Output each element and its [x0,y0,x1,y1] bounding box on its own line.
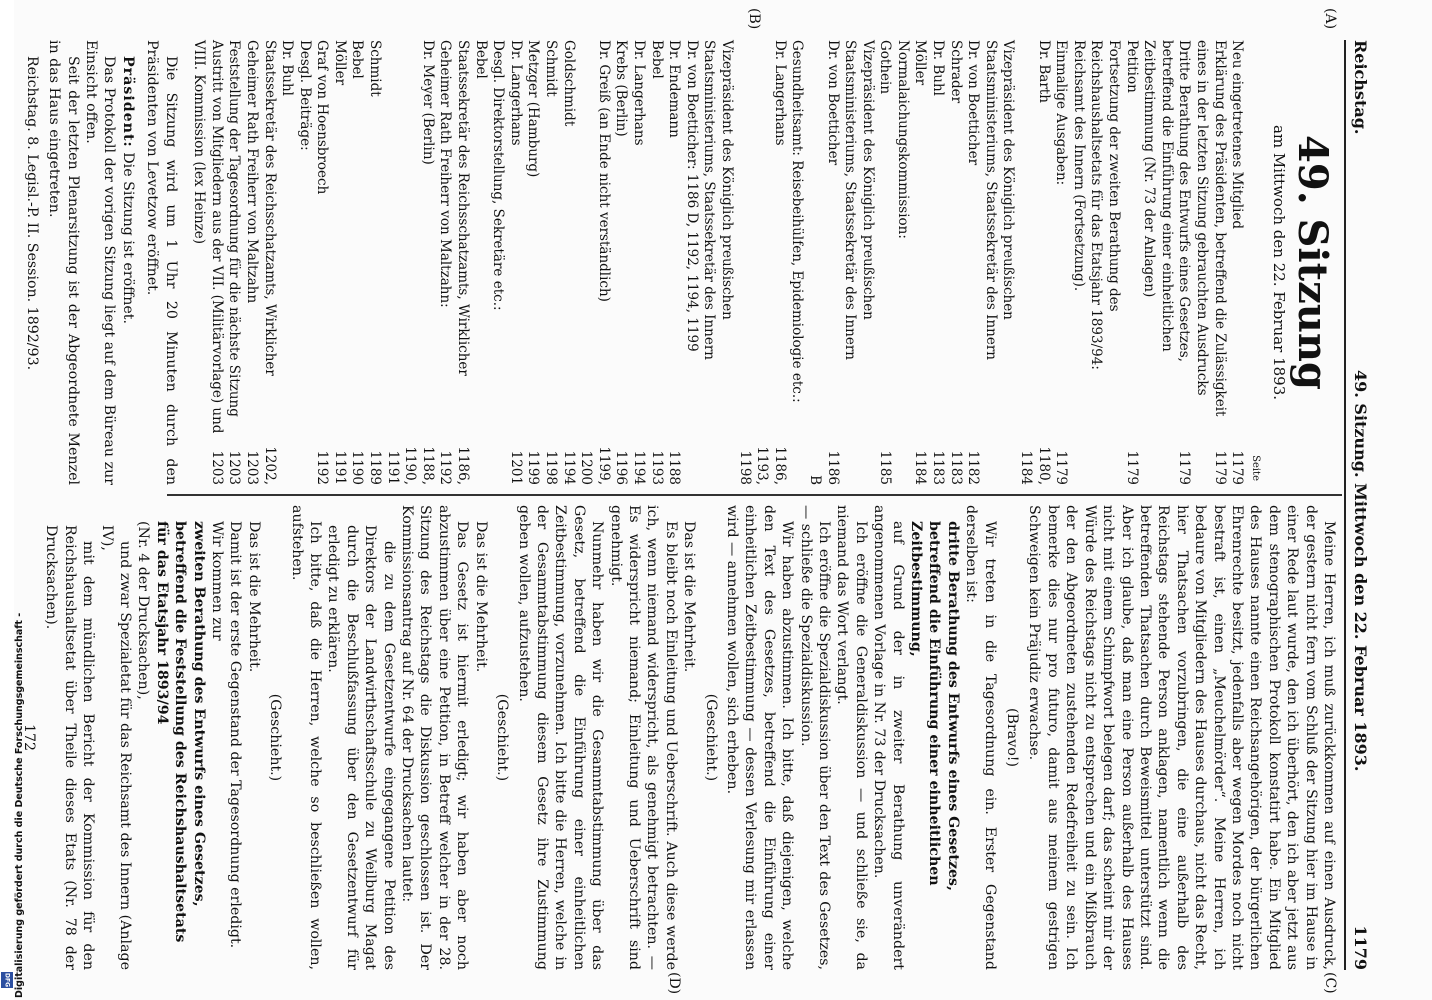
toc-entry-text: Reichsamt des Innern (Fortsetzung). [1070,40,1087,292]
toc-entry-page: 1188 [666,450,683,485]
toc-entry [1192,40,1227,485]
toc-entry-page: 1186 B [806,450,841,485]
toc-entry-text: Erklärung des Präsidenten, betreffend die Zulässigkeit eines in der letzten Sitzung gebrauchten Ausdrucks [1194,40,1228,417]
petition-notice: Das Gesetz ist hiermit erledigt; wir haben aber noch abzustimmen über eine Petition, in Betreff welcher in der 28. Sitzung des Reichstags die Diskussion geschlossen ist. Der Kommissionsantrag auf Nr. 64 der Drucksachen lautet: [399,505,471,970]
toc-entry [330,40,348,485]
toc-entry [1228,40,1246,485]
toc-entry [225,40,243,485]
president-statement: Die Sitzung ist eröffnet. [119,152,136,324]
rotated-document [20,0,1372,1000]
toc-entry-text: Einmalige Ausgaben: [1053,40,1070,186]
toc-entry-text: Vizepräsident des Königlich preußischen Staatsministeriums, Staatssekretär des Innern [982,40,1017,360]
toc-entry-page [1087,443,1122,485]
toc-entry-page: 1179 [1123,450,1140,485]
toc-entry-text: Dr. Langerhans [771,40,788,146]
toc-entry [929,40,947,485]
toc-entry-text: Krebs (Berlin) [613,40,630,137]
toc-entry-page: 1198 [543,450,560,485]
toc-entry [788,40,806,485]
toc-entry [383,40,436,485]
toc-entry-page: 1201 [507,450,524,485]
toc-entry-text: Gesundheitsamt: Reisebeihülfen, Epidemiologie etc.: [789,40,806,403]
toc-entry-text: Dr. Buhl [930,40,947,97]
toc-entry-page [489,443,507,485]
volume-footer: Reichstag. 8. Legisl.-P. II. Session. 1892/93. [23,56,40,371]
toc-entry-text: Neu eingetretenes Mitglied [1229,40,1246,230]
toc-entry-text: Vizepräsident des Königlich preußischen Staatsministeriums, Staatssekretär des Innern [701,40,735,360]
toc-entry-page: 1199 [525,450,542,485]
toc-entry-page: 1203 [226,450,243,485]
toc-entry-text: Dr. Endemann [666,40,683,138]
toc-entry-page [700,443,735,485]
toc-entry-text: Staatssekretär des Reichsschatzamts, Wirklicher Geheimer Rath Freiherr von Maltzahn [243,40,278,376]
agenda-item-2: zweiten Berathung des Entwurfs eines Gesetzes, betreffend die Feststellung des Reichshaushaltsetats für das Etatsjahr 1893/94 [153,521,207,943]
toc-entry-text: Schrader [947,40,964,104]
margin-marker-b: (B) [746,8,762,30]
toc-entry [665,40,683,485]
toc-entry-text: Bebel [472,40,489,79]
toc-entry-page: 1192 [314,450,331,485]
opening-statement: Die Sitzung wird um 1 Uhr 20 Minuten durch den Präsidenten von Levetzow eröffnet. [144,40,179,485]
toc-entry-page: 1183 [930,450,947,485]
toc-entry-text: Normalaichungskommission: [894,40,911,239]
toc-entry-page: 1190 [349,450,366,485]
toc-entry [278,40,296,485]
toc-entry-text: Metzger (Hamburg) [525,40,542,178]
new-member-notice: Seit der letzten Plenarsitzung ist der Abgeordnete Menzel in das Haus eingetreten. [46,40,81,485]
running-header [1348,40,1370,970]
toc-entry-text: Dr. Langerhans [507,40,524,146]
dfg-logo: DFG [1,972,13,988]
first-item-done: Damit ist der erste Gegenstand der Tagesordnung erledigt. [227,521,244,949]
toc-entry-text: Möller [331,40,348,86]
margin-marker-d: (D) [666,972,682,995]
interjection-bravo: (Bravo!) [1004,708,1021,767]
toc-entry-text: Schmidt [543,40,560,97]
toc-entry [682,40,700,485]
toc-entry [981,40,1016,485]
toc-entry [876,40,894,485]
toc-entry [946,40,964,485]
majority-3: Das ist die Mehrheit. [245,521,262,673]
toc-entry-page [278,443,296,485]
header-rule [1344,40,1346,970]
toc-entry [1140,40,1193,485]
speaker-president: Präsident: [119,56,136,148]
toc-entry-text: Dr. Langerhans [631,40,647,146]
toc-entry-text: Dr. von Boetticher [824,40,841,166]
toc-entry-page: 1202, 1203 [243,446,278,485]
commission-motion: die zu dem Gesetzentwurfe eingegangene Petition des Direktors der Landwirthschaftsschule zu Weilburg Magat durch die Beschlußfassung über den Gesetzentwurf für erledigt zu erklären. [325,525,397,970]
toc-entry [242,40,277,485]
toc-entry-page: 1183 [947,450,964,485]
toc-entry-text: Dr. von Boetticher [965,40,982,166]
toc-entry-text: Bebel [648,40,665,79]
toc-entry-page: 1186, 1192 [437,446,472,485]
toc-entry [541,40,559,485]
table-of-contents [190,40,1246,485]
margin-marker-c: (C) [1322,972,1338,994]
toc-entry-page: 1185 [877,450,894,485]
toc-entry-page: 1179 [1053,450,1070,485]
header-center: 49. Sitzung. Mittwoch den 22. Februar 1893. [1351,370,1370,772]
toc-entry [964,40,982,485]
general-discussion: Ich eröffne die Generaldiskussion — und schließe sie, da niemand das Wort verlangt. [834,505,869,970]
toc-entry-page [981,443,1016,485]
toc-entry [1016,40,1051,485]
toc-entry-text: Dr. von Boetticher: 1186 D, 1192, 1194, 1199 [683,40,700,352]
toc-entry [524,40,542,485]
vote-request-1: Wir haben abzustimmen. Ich bitte, daß diejenigen, welche den Text des Gesetzes, betreffend die Einführung einer einheitlichen Zeitbestimmung — dessen Verlesung mir erlassen wird — annehmen wollen, sich erheben. [724,505,796,970]
toc-entry-page [295,443,313,485]
toc-entry-page: 1196 [613,450,630,485]
agenda-item-1-detail: auf Grund der in zweiter Berathung unverändert angenommenen Vorlage in Nr. 73 der Drucksachen. [871,505,906,970]
toc-entry-page: 1194 [631,450,647,485]
toc-entry-page: 1180, 1184 [1018,446,1052,485]
toc-entry-page: 1203 [208,450,225,485]
toc-entry-page [471,443,489,485]
toc-entry [1052,40,1070,485]
toc-entry-text: Staatssekretär des Reichsschatzamts, Wirklicher Geheimer Rath Freiherr von Maltzahn: [437,40,472,376]
toc-entry-page [682,443,700,485]
toc-entry-page: 1179 [1211,450,1228,485]
toc-entry [893,40,911,485]
agenda-intro: Wir treten in die Tagesordnung ein. Erster Gegenstand derselben ist: [963,505,998,970]
toc-page-label: Seite [1249,455,1261,481]
special-discussion: Ich eröffne die Spezialdiskussion über den Text des Gesetzes, — schließe die Spezialdiskussion. [797,505,833,970]
sheet-number: 172 [20,723,37,752]
header-page-number: 1179 [1351,925,1370,970]
toc-entry [489,40,507,485]
toc-entry-text: Schmidt [367,40,384,97]
toc-entry [436,40,471,485]
toc-entry-text: Fortsetzung der zweiten Berathung des Reichshaushaltsetats für das Etatsjahr 1893/94: [1088,40,1123,370]
toc-entry [805,40,840,485]
agenda-item-2-ref: (Nr. 4 der Drucksachen), [135,521,152,700]
margin-marker-a: (A) [1322,8,1338,30]
toc-entry-page: 1194 [560,450,577,485]
toc-entry-text: Dr. Barth [1035,40,1052,103]
toc-entry-page: 1179 [1229,450,1246,485]
toc-entry [911,40,929,485]
toc-entry [700,40,735,485]
agenda-item-1: dritte Berathung des Entwurfs eines Gesetzes, betreffend die Einführung einer einheitlichen Zeitbestimmung, [908,521,961,891]
toc-entry-text: Feststellung der Tagesordnung für die nächste Sitzung [226,40,243,417]
toc-entry [735,40,788,485]
majority-2: Das ist die Mehrheit. [472,521,489,673]
toc-entry [1087,40,1122,485]
geschieht-3: (Geschieht.) [267,693,284,782]
toc-entry-page: 1186, 1193, 1198 [736,446,788,485]
toc-entry-page: 1193 [648,450,665,485]
toc-entry-text: Bebel [349,40,366,79]
toc-entry-text: Dr. Greiß (an Ende nicht verständlich) [595,40,612,302]
toc-entry-text: Dr. Buhl [279,40,296,97]
toc-entry-text: Graf von Hoensbroech [314,40,331,195]
toc-entry-text: Goldschmidt [560,40,577,127]
introduction-approval: Es bleibt noch Einleitung und Ueberschrift. Auch diese werde ich, wenn niemand widerspricht, als genehmigt betrachten. — Es widerspricht niemand; Einleitung und Ueberschrift sind genehmigt. [607,505,679,970]
toc-entry-text: Petition [1123,40,1140,93]
toc-entry-text: Möller [912,40,929,86]
geschieht-1: (Geschieht.) [702,693,719,782]
toc-entry [348,40,366,485]
column-divider [167,494,1342,496]
toc-entry [1069,40,1087,485]
overall-vote: Nunmehr haben wir die Gesammtabstimmung über das Gesetz, betreffend die Einführung einer einheitlichen Zeitbestimmung, vorzunehmen. Ich bitte die Herren, welche in der Gesammtabstimmung diesem Gesetz ihre Zustimmung geben wollen, aufzustehen. [515,505,606,970]
toc-entry [366,40,384,485]
toc-entry-page: 1184 [912,450,929,485]
toc-entry [190,40,225,485]
toc-entry-page: 1188, 1190, 1191 [384,446,436,485]
toc-entry [841,40,876,485]
toc-entry-page: 1189 [367,450,384,485]
vote-request-2: Ich bitte, daß die Herren, welche so beschließen wollen, aufstehen. [288,505,324,970]
commission-report: mit dem mündlichen Bericht der Kommission für den Reichshaushaltsetat über Theile dieses Etats (Nr. 78 der Drucksachen). [43,525,97,970]
geschieht-2: (Geschieht.) [494,693,511,782]
toc-entry-text: Dritte Berathung des Entwurfs eines Gesetzes, betreffend die Einführung einer einheitlichen Zeitbestimmung (Nr. 73 der Anlagen) [1141,40,1193,362]
toc-entry-text: Dr. Meyer (Berlin) [419,40,436,165]
toc-entry-text: Desgl. Direktorstellung, Sekretäre etc.: [490,40,507,311]
toc-entry-page: 1182 [965,450,982,485]
toc-entry-page: 1179 [1176,450,1193,485]
toc-entry-text: Desgl. Beiträge: [296,40,313,151]
toc-entry-page [893,443,911,485]
toc-entry [506,40,524,485]
toc-entry [313,40,331,485]
toc-entry [295,40,313,485]
special-budget: und zwar Spezialetat für das Reichsamt des Innern (Anlage IV), [98,525,133,970]
toc-entry [471,40,489,485]
toc-entry-page [788,443,806,485]
funding-note: Digitalisierung gefördert durch die Deutsche Forschungsgemeinschaft - [14,612,25,998]
session-title: 49. Sitzung [1289,135,1336,390]
minutes-notice: Das Protokoll der vorigen Sitzung liegt auf dem Büreau zur Einsicht offen. [82,40,118,485]
toc-entry-page: 1199, 1200 [578,446,612,485]
president-remark: Meine Herren, ich muß zurückkommen auf einen Ausdruck, der gestern nicht fern vom Schluß der Sitzung hier im Hause in einer Rede laut wurde, den ich überhört, den ich aber jetzt aus dem stenographischen Protokoll konstatirt habe. Ein Mitglied des Hauses nannte einen Reichsangehörigen, der bürgerlichen Ehrenrechte besitzt, jedenfalls aber wegen Mordes noch nicht bestraft ist, einen „Meuchelmörder“. Meine Herren, ich bedaure von Mitgliedern des Hauses durchaus, nicht das Recht, hier Thatsachen vorzubringen, die eine außerhalb des Reichstags stehende Person anklagen, namentlich wenn die betreffenden Thatsachen durch Beweismittel unterstützt sind. Aber ich glaube, daß man eine Person außerhalb des Hauses nicht mit einem Schimpfwort belegen darf; das scheint mir der Würde des Reichstags nicht zu entsprechen und ein Mißbrauch der den Abgeordneten zustehenden Redefreiheit zu sein. Ich bemerke dies nur pro futuro, damit aus meinem gestrigen Schweigen kein Präjudiz erwachse. [1026,505,1337,970]
toc-entry [647,40,665,485]
digitization-sidebar [0,0,25,1000]
toc-entry [612,40,630,485]
next-item-intro: Wir kommen zur [209,521,226,641]
toc-entry [629,40,647,485]
session-date: am Mittwoch den 22. Februar 1893. [1270,124,1288,401]
toc-entry-page [841,443,876,485]
toc-entry-text: Austritt von Mitgliedern aus der VII. (Militärvorlage) und VIII. Kommission (lex Heinze) [191,40,225,434]
toc-entry-page [1069,443,1087,485]
toc-entry-page: 1191 [331,450,348,485]
toc-entry-text: Vizepräsident des Königlich preußischen Staatsministeriums, Staatssekretär des Innern [842,40,876,360]
majority-1: Das ist die Mehrheit. [681,521,698,673]
header-left: Reichstag. [1351,40,1370,135]
toc-entry [577,40,612,485]
toc-entry [1122,40,1140,485]
toc-entry-text: Gothein [877,40,894,95]
right-column [5,505,1338,970]
toc-entry [559,40,577,485]
left-column [22,40,1338,485]
